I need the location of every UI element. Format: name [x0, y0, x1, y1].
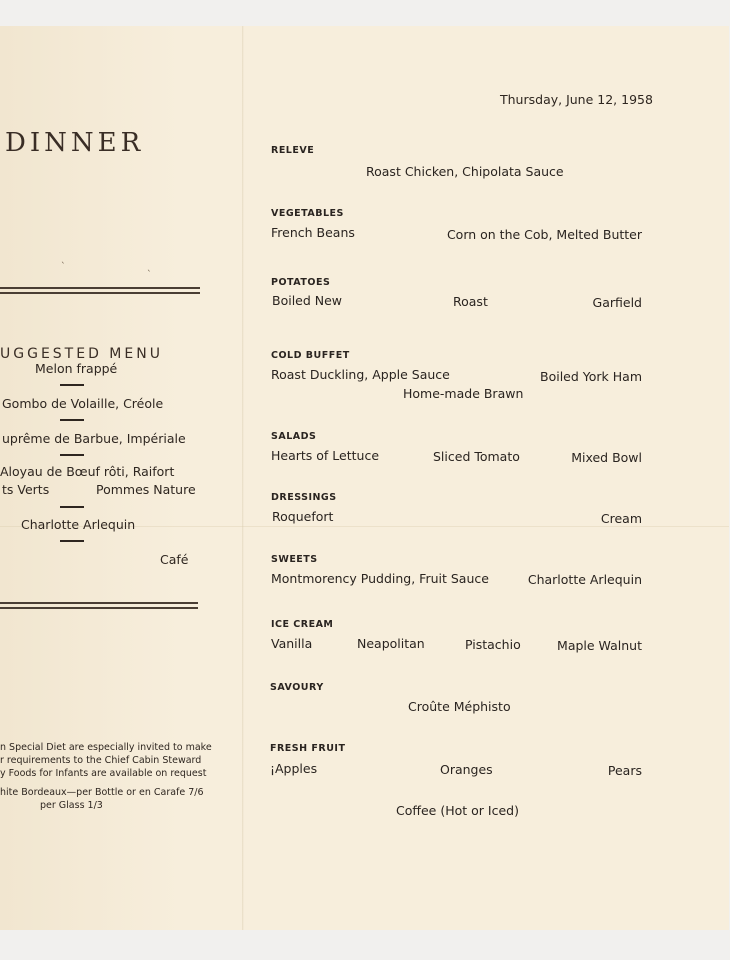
- dish-separator: [60, 419, 84, 421]
- dish-separator: [60, 454, 84, 456]
- wine-note-line: per Glass 1/3: [40, 800, 103, 811]
- menu-item: Roast Duckling, Apple Sauce: [271, 367, 450, 382]
- wine-note-line: hite Bordeaux—per Bottle or en Carafe 7/6: [0, 787, 204, 798]
- dish-aloyau: Aloyau de Bœuf rôti, Raifort: [0, 464, 175, 479]
- menu-item: Pears: [607, 763, 642, 778]
- section-heading-dressings: DRESSINGS: [271, 492, 337, 503]
- menu-item: Home-made Brawn: [403, 386, 524, 401]
- section-heading-vegetables: VEGETABLES: [271, 208, 344, 219]
- menu-item: Garfield: [592, 295, 642, 310]
- diet-note-line: r requirements to the Chief Cabin Steward: [0, 755, 202, 766]
- section-heading-savoury: SAVOURY: [270, 682, 324, 693]
- menu-item: Corn on the Cob, Melted Butter: [446, 227, 642, 242]
- menu-item: Roast Chicken, Chipolata Sauce: [366, 164, 564, 179]
- dinner-title: DINNER: [5, 128, 145, 158]
- dish-separator: [60, 506, 84, 508]
- diet-note-line: y Foods for Infants are available on request: [0, 768, 207, 779]
- menu-item: Mixed Bowl: [571, 450, 642, 465]
- section-heading-ice-cream: ICE CREAM: [271, 619, 334, 630]
- section-heading-cold-buffet: COLD BUFFET: [271, 350, 350, 361]
- dish-separator: [60, 384, 84, 386]
- menu-item: Croûte Méphisto: [408, 699, 511, 714]
- menu-item: Neapolitan: [357, 636, 425, 651]
- menu-item: Montmorency Pudding, Fruit Sauce: [271, 571, 489, 586]
- menu-card: [0, 26, 729, 930]
- paper-fold: [242, 26, 244, 930]
- dish-supreme: uprême de Barbue, Impériale: [2, 431, 186, 446]
- dish-cafe: Café: [160, 552, 189, 567]
- section-heading-potatoes: POTATOES: [271, 277, 331, 288]
- menu-date: Thursday, June 12, 1958: [500, 92, 653, 107]
- section-heading-salads: SALADS: [271, 431, 317, 442]
- section-heading-releve: RELEVE: [271, 145, 315, 156]
- dish-melon: Melon frappé: [35, 361, 118, 376]
- double-rule-bottom: [0, 602, 198, 609]
- menu-item: Pistachio: [465, 637, 521, 652]
- menu-item: French Beans: [271, 225, 355, 240]
- section-heading-sweets: SWEETS: [271, 554, 318, 565]
- diet-note-line: n Special Diet are especially invited to make: [0, 742, 212, 753]
- dish-gombo: Gombo de Volaille, Créole: [2, 396, 164, 411]
- section-heading-fresh-fruit: FRESH FRUIT: [270, 743, 346, 754]
- menu-item: Roquefort: [272, 509, 334, 524]
- ink-speck: ˋ: [147, 270, 152, 280]
- dish-verts: ts Verts: [2, 482, 50, 497]
- menu-item: ¡Apples: [270, 761, 318, 776]
- menu-item: Vanilla: [271, 636, 313, 651]
- dish-separator: [60, 540, 84, 542]
- menu-item: Charlotte Arlequin: [527, 572, 642, 587]
- menu-item: Cream: [600, 511, 642, 526]
- double-rule-top: [0, 287, 200, 294]
- menu-item: Maple Walnut: [557, 638, 642, 653]
- menu-item: Sliced Tomato: [433, 449, 520, 464]
- menu-item: Roast: [453, 294, 488, 309]
- coffee-line: Coffee (Hot or Iced): [396, 803, 519, 818]
- dish-charlotte: Charlotte Arlequin: [21, 517, 136, 532]
- menu-item: Hearts of Lettuce: [271, 448, 380, 463]
- menu-item: Boiled New: [272, 293, 343, 308]
- menu-item: Oranges: [440, 762, 493, 777]
- suggested-menu-heading: UGGESTED MENU: [0, 346, 163, 362]
- dish-pommes: Pommes Nature: [96, 482, 196, 497]
- ink-speck: ˋ: [61, 262, 66, 272]
- menu-item: Boiled York Ham: [540, 369, 642, 384]
